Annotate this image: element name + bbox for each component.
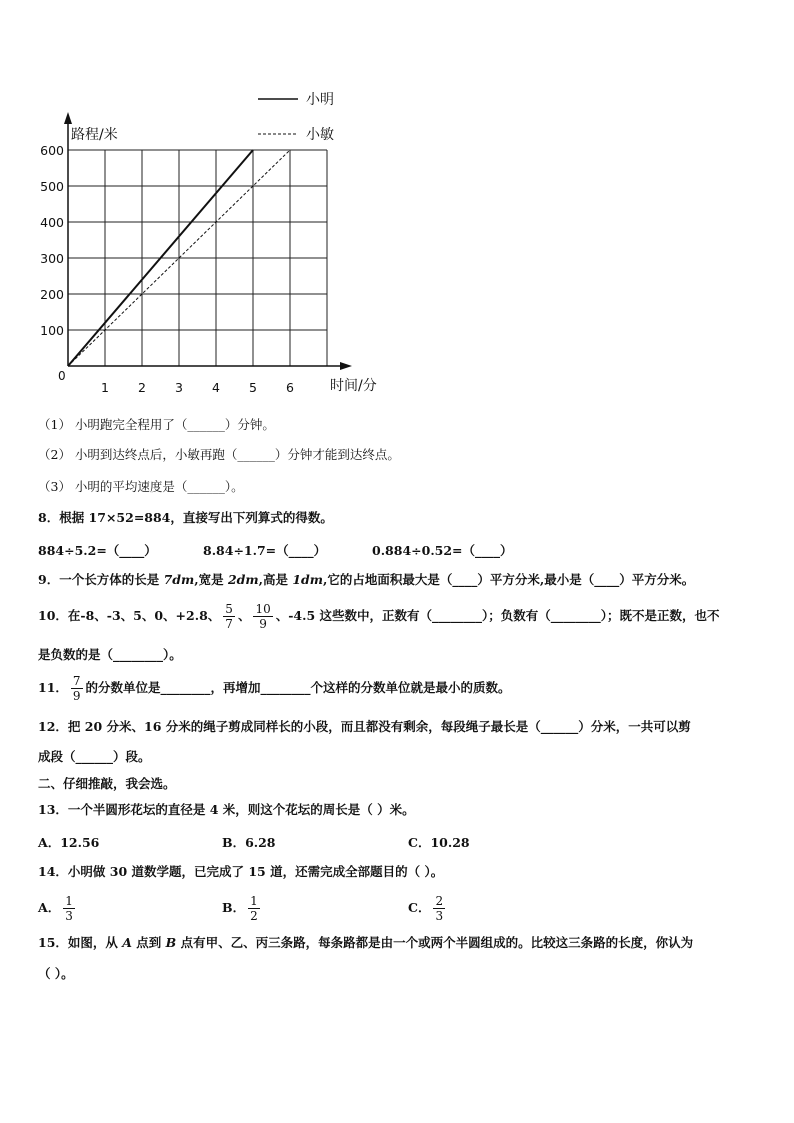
y-axis-arrow — [64, 112, 72, 124]
q14-b-num: 1 — [250, 894, 258, 908]
q10-line2: 是负数的是（________）。 — [38, 647, 182, 662]
q9-text-2: ,宽是 — [194, 572, 228, 587]
q13-stem: 13．一个半圆形花坛的直径是 4 米，则这个花坛的周长是（ ）米。 — [38, 802, 415, 817]
x-tick-label: 2 — [138, 380, 146, 395]
y-tick-label: 100 — [40, 323, 64, 338]
legend-label-1: 小明 — [306, 92, 334, 108]
legend-label-2: 小敏 — [306, 127, 334, 143]
q15-line1 — [38, 935, 693, 951]
q10-fraction-1 — [223, 602, 235, 631]
q15-text-2: 点到 — [131, 935, 166, 950]
q7-sub2: （2） 小明到达终点后，小敏再跑（______）分钟才能到达终点。 — [38, 447, 400, 462]
q9-text-4: ,它的占地面积最大是（____）平方分米,最小是（____）平方分米。 — [323, 572, 695, 587]
q15-text-3: 点有甲、乙、丙三条路，每条路都是由一个或两个半圆组成的。比较这三条路的长度，你认为 — [176, 935, 694, 950]
q14-c-fraction — [433, 894, 445, 923]
q11-text-2: 的分数单位是________，再增加________个这样的分数单位就是最小的质数。 — [85, 680, 511, 695]
q13-option-a[interactable]: A．12.56 — [38, 835, 100, 850]
q8-stem: 8．根据 17×52=884，直接写出下列算式的得数。 — [38, 510, 333, 525]
chart-ticks — [40, 143, 294, 395]
q12-line2: 成段（______）段。 — [38, 749, 151, 764]
q13-option-b[interactable]: B．6.28 — [222, 835, 276, 850]
y-tick-label: 300 — [40, 251, 64, 266]
q10-f1-den: 7 — [225, 617, 233, 631]
x-axis-label: 时间/分 — [330, 378, 377, 394]
chart-grid — [68, 150, 327, 366]
x-tick-label: 5 — [249, 380, 257, 395]
q14-a-fraction — [63, 894, 75, 923]
y-tick-label: 600 — [40, 143, 64, 158]
q11-f-num: 7 — [72, 674, 81, 688]
y-tick-label: 400 — [40, 215, 64, 230]
q8-item-c: 0.884÷0.52=（____） — [372, 543, 513, 558]
q14-a-num: 1 — [65, 894, 73, 908]
x-axis-arrow — [340, 362, 352, 370]
q14-a-label: A． — [38, 900, 61, 915]
q10-f1-num: 5 — [225, 602, 233, 616]
q14-option-a[interactable] — [38, 890, 78, 926]
origin-label: 0 — [58, 369, 66, 383]
q14-option-b[interactable] — [222, 890, 263, 926]
q14-b-fraction — [248, 894, 260, 923]
q9-width: 2dm — [227, 572, 259, 587]
x-tick-label: 1 — [101, 380, 109, 395]
q10-f2-num: 10 — [255, 602, 271, 616]
y-axis-label: 路程/米 — [71, 127, 118, 143]
q15-point-a: A — [122, 935, 132, 950]
q9-length: 7dm — [163, 572, 195, 587]
distance-time-chart — [30, 84, 400, 404]
q15-text-1: 15．如图，从 — [38, 935, 123, 950]
y-tick-label: 200 — [40, 287, 64, 302]
q10-sep: 、 — [237, 608, 251, 623]
q14-option-c[interactable] — [408, 890, 448, 926]
q8-item-a: 884÷5.2=（____） — [38, 543, 157, 558]
x-tick-label: 6 — [286, 380, 294, 395]
q7-sub1: （1） 小明跑完全程用了（______）分钟。 — [38, 417, 275, 432]
q15-point-b: B — [165, 935, 177, 950]
q14-c-label: C． — [408, 900, 431, 915]
q9-height: 1dm — [292, 572, 324, 587]
q11 — [38, 670, 511, 706]
q11-fraction — [71, 674, 83, 703]
chart-legend — [258, 92, 334, 143]
q7-sub3: （3） 小明的平均速度是（______）。 — [38, 479, 244, 494]
chart-axes — [58, 112, 377, 394]
q14-c-den: 3 — [435, 909, 444, 923]
q15-line2: （ ）。 — [38, 966, 74, 981]
q10-line1 — [38, 598, 720, 634]
q9-text-3: ,高是 — [258, 572, 293, 587]
q10-fraction-2 — [253, 602, 272, 631]
q8-item-b: 8.84÷1.7=（____） — [203, 543, 327, 558]
q14-b-den: 2 — [250, 909, 258, 923]
q10-text-2: 、-4.5 这些数中，正数有（________）；负数有（________）；既不是正数，也不 — [275, 608, 720, 623]
x-tick-label: 3 — [175, 380, 183, 395]
q9-text-1: 9．一个长方体的长是 — [38, 572, 164, 587]
y-tick-label: 500 — [40, 179, 64, 194]
x-tick-label: 4 — [212, 380, 220, 395]
q14-stem: 14．小明做 30 道数学题，已完成了 15 道，还需完成全部题目的（ ）。 — [38, 864, 444, 879]
q13-option-c[interactable]: C．10.28 — [408, 835, 470, 850]
q11-text-1: 11． — [38, 680, 68, 695]
q14-a-den: 3 — [65, 909, 73, 923]
q10-f2-den: 9 — [259, 617, 267, 631]
q12-line1: 12．把 20 分米、16 分米的绳子剪成同样长的小段，而且都没有剩余，每段绳子最长是（______）分米，一共可以剪 — [38, 719, 691, 734]
q10-text-1: 10．在-8、-3、5、0、+2.8、 — [38, 608, 221, 623]
q9 — [38, 572, 694, 588]
q11-f-den: 9 — [72, 689, 81, 703]
section-2-heading: 二、仔细推敲，我会选。 — [38, 776, 176, 791]
q14-b-label: B． — [222, 900, 246, 915]
q14-c-num: 2 — [435, 894, 444, 908]
